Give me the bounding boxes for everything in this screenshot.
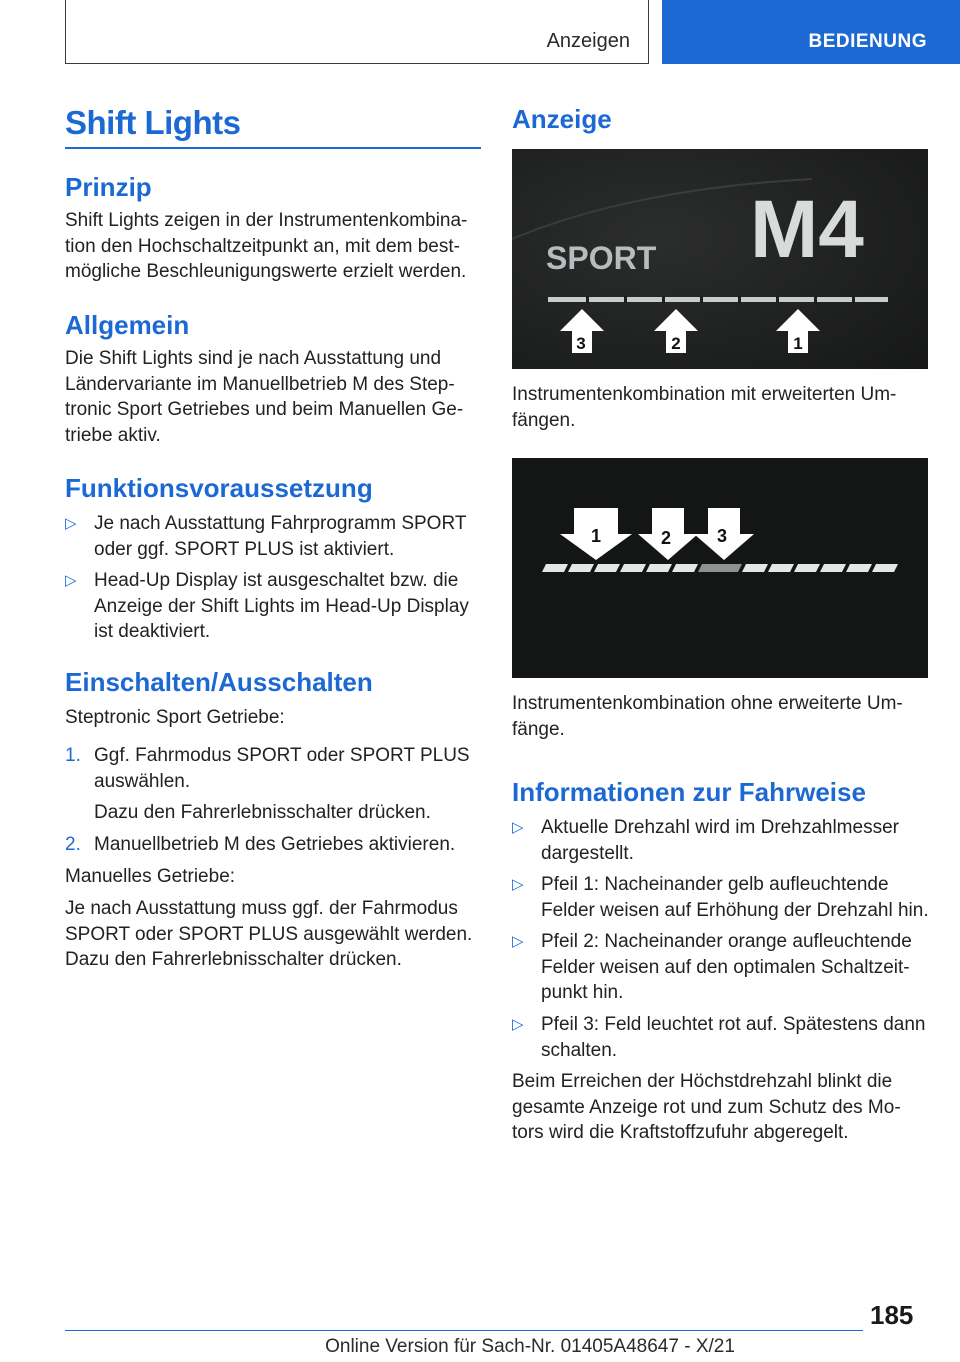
header-section-label: Anzeigen	[546, 30, 630, 52]
svg-text:3: 3	[716, 526, 728, 546]
bullet-triangle-icon: ▷	[512, 933, 524, 950]
bullet-triangle-icon: ▷	[65, 572, 77, 589]
bullet-triangle-icon: ▷	[65, 515, 77, 532]
paragraph-closing: Beim Erreichen der Höchstdrehzahl blinkt die gesamte Anzeige rot und zum Schutz des Mo- tors wird die Kraftstoffzufuhr abgeregelt.	[512, 1071, 901, 1143]
list-item: ▷ Je nach Ausstattung Fahrprogramm SPORT oder ggf. SPORT PLUS ist aktiviert.	[65, 513, 467, 560]
list-item: ▷ Pfeil 1: Nacheinander gelb aufleuchtende Felder weisen auf Erhöhung der Drehzahl hin.	[512, 874, 929, 921]
mode-text: SPORT	[546, 240, 657, 276]
cluster-image-basic	[512, 458, 928, 678]
title-rule	[65, 147, 481, 149]
footer-rule	[65, 1330, 863, 1331]
header-chapter-label: BEDIENUNG	[808, 31, 927, 52]
step-item: 2. Manuellbetrieb M des Getriebes aktivieren.	[94, 832, 455, 858]
svg-text:3: 3	[576, 334, 586, 353]
page-title: Shift Lights	[65, 104, 241, 141]
heading-einschalten-ausschalten: Einschalten/Ausschalten	[65, 667, 373, 697]
list-item: ▷ Pfeil 2: Nacheinander orange aufleuchtende Felder weisen auf den optimalen Schaltzeit- punkt hin.	[512, 931, 912, 1003]
heading-allgemein: Allgemein	[65, 310, 190, 340]
bullet-triangle-icon: ▷	[512, 1016, 524, 1033]
svg-text:2: 2	[660, 528, 672, 548]
heading-funktionsvoraussetzung: Funktionsvoraussetzung	[65, 473, 373, 503]
list-item: ▷ Head-Up Display ist ausgeschaltet bzw. die Anzeige der Shift Lights im Head-Up Display ist deaktiviert.	[65, 570, 469, 642]
bullet-triangle-icon: ▷	[512, 819, 524, 836]
manual-label: Manuelles Getriebe:	[65, 866, 236, 887]
caption-extended: Instrumentenkombination mit erweiterten Um- fängen.	[512, 384, 897, 431]
step-number: 1.	[65, 745, 81, 766]
header-section-box	[65, 0, 649, 64]
paragraph-prinzip: Shift Lights zeigen in der Instrumentenkombina- tion den Hochschaltzeitpunkt an, mit dem best- mögliche Beschleunigungswerte erzielt werden.	[65, 210, 468, 282]
header-chapter-tab	[662, 0, 960, 64]
paragraph-allgemein: Die Shift Lights sind je nach Ausstattung und Ländervariante im Manuellbetrieb M des Step- tronic Sport Getriebes und beim Manuellen Ge- triebe aktiv.	[65, 348, 464, 446]
svg-text:1: 1	[590, 526, 602, 546]
paragraph-manual: Je nach Ausstattung muss ggf. der Fahrmodus SPORT oder SPORT PLUS ausgewählt werden. Dazu den Fahrerlebnisschalter drücken.	[65, 898, 473, 970]
list-item: ▷ Pfeil 3: Feld leuchtet rot auf. Spätestens dann schalten.	[512, 1014, 926, 1061]
page-number: 185	[870, 1300, 914, 1330]
cluster-image-extended	[512, 149, 928, 369]
step-item: 1. Ggf. Fahrmodus SPORT oder SPORT PLUS auswählen. Dazu den Fahrerlebnisschalter drücken.	[94, 743, 470, 826]
heading-anzeige: Anzeige	[512, 104, 612, 134]
heading-prinzip: Prinzip	[65, 172, 152, 202]
rpm-bar-extended	[548, 296, 888, 303]
heading-fahrweise: Informationen zur Fahrweise	[512, 777, 866, 807]
step-number: 2.	[65, 834, 81, 855]
model-text: M4	[750, 184, 864, 275]
list-item: ▷ Aktuelle Drehzahl wird im Drehzahlmesser dargestellt.	[512, 817, 899, 864]
caption-basic: Instrumentenkombination ohne erweiterte Um- fänge.	[512, 693, 903, 740]
steptronic-intro: Steptronic Sport Getriebe:	[65, 707, 285, 728]
step-sub-text: Dazu den Fahrerlebnisschalter drücken.	[94, 802, 431, 823]
footer-version-text: Online Version für Sach-Nr. 01405A48647 - X/21	[325, 1336, 735, 1357]
svg-text:2: 2	[671, 334, 681, 353]
bullet-triangle-icon: ▷	[512, 876, 524, 893]
svg-text:1: 1	[793, 334, 803, 353]
